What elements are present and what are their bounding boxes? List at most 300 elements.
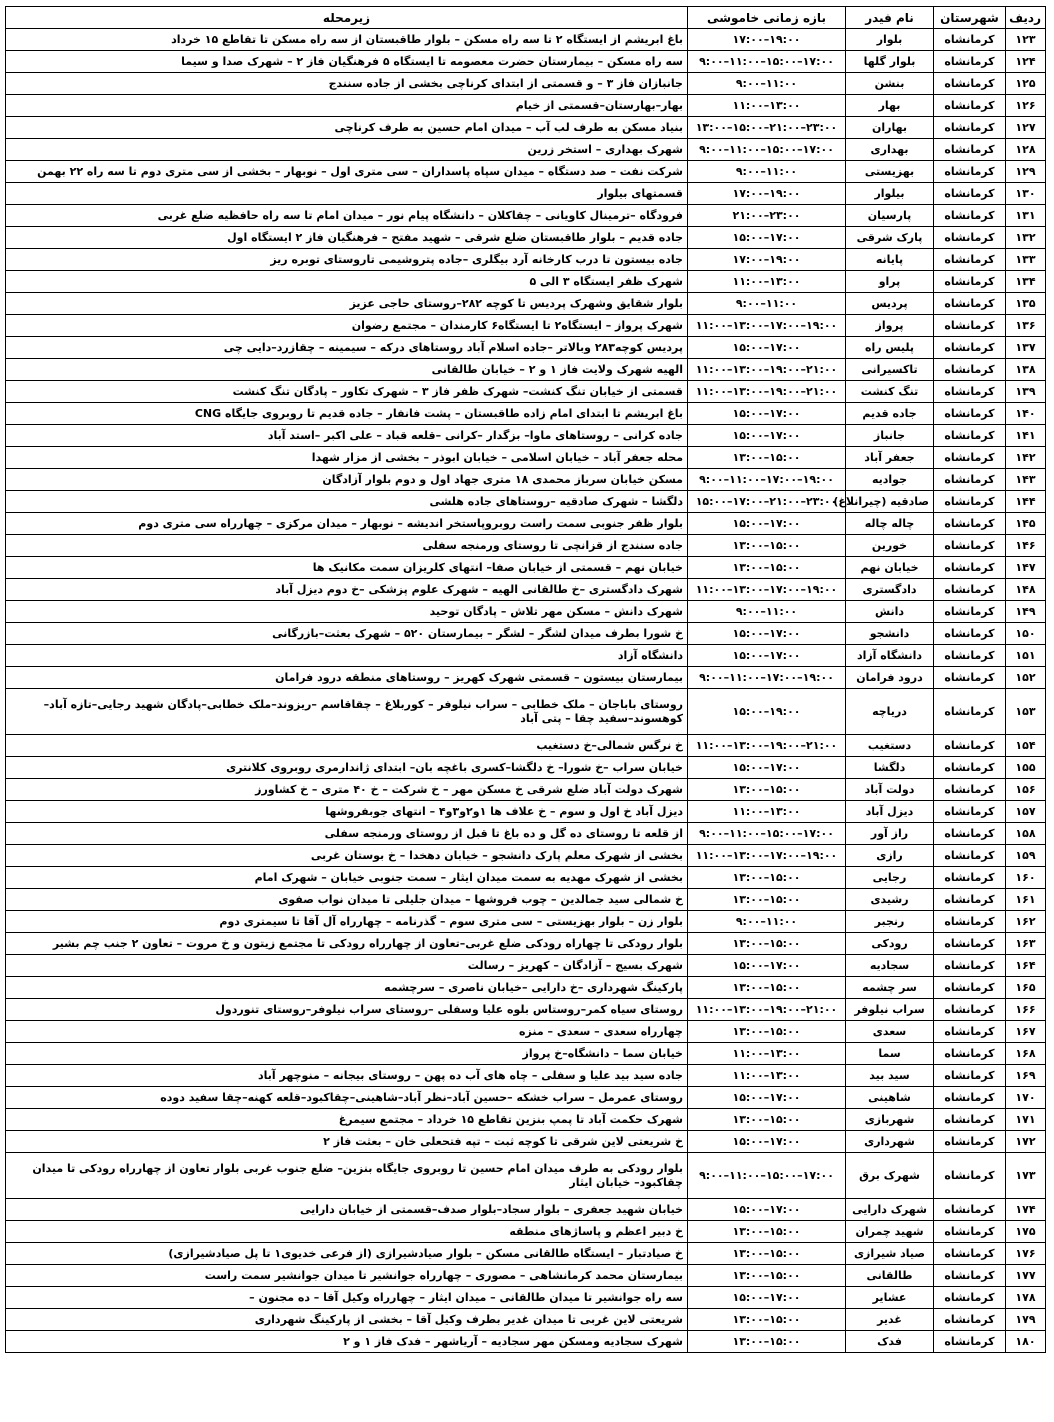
table-row <box>6 867 1046 889</box>
cell-area: خیابان شهید جعفری – بلوار سجاد–بلوار صدف–قسمتی از خیابان دارایی <box>6 1199 688 1221</box>
cell-city: کرمانشاه <box>934 977 1006 999</box>
cell-area: بیمارستان بیستون – قسمتی شهرک کهریز – روستاهای منطقه درود فرامان <box>6 667 688 689</box>
cell-area: خ شمالی سید جمالدین – چوب فروشها – میدان جلیلی تا میدان نواب صفوی <box>6 889 688 911</box>
cell-city: کرمانشاه <box>934 1309 1006 1331</box>
cell-area: بلوار زن – بلوار بهزیستی – سی متری سوم – گذرنامه – چهارراه آل آقا تا سیمتری دوم <box>6 911 688 933</box>
header-row-no: ردیف <box>1006 7 1046 29</box>
cell-area: خ نرگس شمالی–خ دستغیب <box>6 735 688 757</box>
cell-area: دانشگاه آزاد <box>6 645 688 667</box>
cell-time: ۱۱:۰۰–۹:۰۰ <box>688 73 846 95</box>
table-row <box>6 1243 1046 1265</box>
cell-city: کرمانشاه <box>934 447 1006 469</box>
cell-area: شهرک بهداری – استخر زرین <box>6 139 688 161</box>
cell-area: باغ ابریشم از ایستگاه ۲ تا سه راه مسکن – بلوار طاقبستان از سه راه مسکن تا تقاطع ۱۵ خرداد <box>6 29 688 51</box>
table-row <box>6 73 1046 95</box>
cell-area: بخشی از شهرک معلم پارک دانشجو – خیابان دهخدا – خ بوستان غربی <box>6 845 688 867</box>
cell-area: محله جعفر آباد – خیابان اسلامی – خیابان ابوذر – بخشی از مزار شهدا <box>6 447 688 469</box>
cell-feeder: چاله چاله <box>846 513 934 535</box>
cell-feeder: پایانه <box>846 249 934 271</box>
cell-time: ۱۷:۰۰–۱۵:۰۰ <box>688 1287 846 1309</box>
cell-feeder: جانباز <box>846 425 934 447</box>
cell-time: ۱۱:۰۰–۹:۰۰ <box>688 293 846 315</box>
cell-row-no: ۱۵۴ <box>1006 735 1046 757</box>
cell-row-no: ۱۶۷ <box>1006 1021 1046 1043</box>
table-row <box>6 359 1046 381</box>
cell-area: خ دبیر اعظم و پاسا‌ژهای منطقه <box>6 1221 688 1243</box>
header-area: زیرمحله <box>6 7 688 29</box>
header-feeder: نام فیدر <box>846 7 934 29</box>
cell-area: جاده کرانی – روستاهای ماوا– بزگدار –کرانی –قلعه قباد – علی اکبر –استد آباد <box>6 425 688 447</box>
cell-feeder: دستغیب <box>846 735 934 757</box>
table-row <box>6 293 1046 315</box>
cell-feeder: بلوار گلها <box>846 51 934 73</box>
cell-time: ۱۷:۰۰–۱۵:۰۰ <box>688 1131 846 1153</box>
cell-time: ۱۳:۰۰–۱۱:۰۰ <box>688 1043 846 1065</box>
cell-time: ۱۷:۰۰–۱۵:۰۰ <box>688 757 846 779</box>
cell-feeder: صیاد شیرازی <box>846 1243 934 1265</box>
cell-time: ۱۵:۰۰–۱۳:۰۰ <box>688 1221 846 1243</box>
cell-city: کرمانشاه <box>934 491 1006 513</box>
cell-area: جاده سید بید علیا و سفلی – چاه های آب ده پهن – روستای بیجانه – منوچهر آباد <box>6 1065 688 1087</box>
table-row <box>6 645 1046 667</box>
cell-city: کرمانشاه <box>934 667 1006 689</box>
cell-feeder: دانش <box>846 601 934 623</box>
table-row <box>6 161 1046 183</box>
cell-area: قسمتی از خیابان تنگ کنشت– شهرک ظفر فاز ۳ – شهرک تکاور – پادگان تنگ کنشت <box>6 381 688 403</box>
cell-city: کرمانشاه <box>934 95 1006 117</box>
cell-area: خ صیادتبار – ایستگاه طالقانی مسکن – بلوار صیادشیرازی (از فرعی خدیوی۱ تا پل صیادشیرازی) <box>6 1243 688 1265</box>
cell-feeder: شهرک برق <box>846 1153 934 1199</box>
cell-time: ۱۳:۰۰–۱۱:۰۰ <box>688 1065 846 1087</box>
cell-feeder: دیزل آباد <box>846 801 934 823</box>
cell-row-no: ۱۴۳ <box>1006 469 1046 491</box>
cell-row-no: ۱۶۹ <box>1006 1065 1046 1087</box>
cell-time: ۲۳:۰۰–۲۱:۰۰ <box>688 205 846 227</box>
cell-row-no: ۱۶۸ <box>1006 1043 1046 1065</box>
table-row <box>6 911 1046 933</box>
cell-time: ۱۷:۰۰–۱۵:۰۰ <box>688 403 846 425</box>
cell-city: کرمانشاه <box>934 757 1006 779</box>
cell-area: جاده قدیم – بلوار طاقبستان ضلع شرقی – شهید مفتح – فرهنگیان فاز ۲ ایستگاه اول <box>6 227 688 249</box>
table-row <box>6 1221 1046 1243</box>
cell-time: ۱۷:۰۰–۱۵:۰۰ <box>688 955 846 977</box>
cell-area: شهرک پرواز – ایستگاه۲ تا ایستگاه۶ کارمندان – مجتمع رضوان <box>6 315 688 337</box>
cell-time: ۱۵:۰۰–۱۳:۰۰ <box>688 447 846 469</box>
cell-feeder: رنجبر <box>846 911 934 933</box>
cell-row-no: ۱۳۳ <box>1006 249 1046 271</box>
outage-schedule <box>6 6 1046 1353</box>
cell-feeder: رودکی <box>846 933 934 955</box>
table-row <box>6 95 1046 117</box>
cell-row-no: ۱۴۰ <box>1006 403 1046 425</box>
table-row <box>6 667 1046 689</box>
cell-time: ۲۱:۰۰–۱۹:۰۰–۱۳:۰۰–۱۱:۰۰ <box>688 999 846 1021</box>
cell-feeder: دلگشا <box>846 757 934 779</box>
cell-row-no: ۱۷۴ <box>1006 1199 1046 1221</box>
cell-row-no: ۱۷۸ <box>1006 1287 1046 1309</box>
cell-row-no: ۱۶۴ <box>1006 955 1046 977</box>
cell-area: قسمتهای بیلوار <box>6 183 688 205</box>
cell-feeder: جاده قدیم <box>846 403 934 425</box>
cell-row-no: ۱۴۸ <box>1006 579 1046 601</box>
cell-feeder: بیلوار <box>846 183 934 205</box>
cell-area: از قلعه تا روستای ده گل و ده باغ تا قبل از روستای ورمنجه سفلی <box>6 823 688 845</box>
cell-row-no: ۱۶۲ <box>1006 911 1046 933</box>
cell-time: ۱۷:۰۰–۱۵:۰۰ <box>688 1087 846 1109</box>
cell-area: خیابان سراب –خ شورا– خ دلگشا–کسری باغچه بان– ابتدای ژاندارمری روبروی کلانتری <box>6 757 688 779</box>
cell-feeder: دانشجو <box>846 623 934 645</box>
cell-row-no: ۱۴۶ <box>1006 535 1046 557</box>
cell-feeder: سعدی <box>846 1021 934 1043</box>
cell-time: ۱۳:۰۰–۱۱:۰۰ <box>688 95 846 117</box>
cell-city: کرمانشاه <box>934 117 1006 139</box>
cell-row-no: ۱۵۵ <box>1006 757 1046 779</box>
table-row <box>6 1331 1046 1353</box>
cell-city: کرمانشاه <box>934 469 1006 491</box>
cell-city: کرمانشاه <box>934 557 1006 579</box>
table-row <box>6 403 1046 425</box>
cell-time: ۱۵:۰۰–۱۳:۰۰ <box>688 933 846 955</box>
cell-feeder: جوادیه <box>846 469 934 491</box>
cell-row-no: ۱۷۹ <box>1006 1309 1046 1331</box>
cell-row-no: ۱۵۳ <box>1006 689 1046 735</box>
table-row <box>6 757 1046 779</box>
cell-city: کرمانشاه <box>934 535 1006 557</box>
table-row <box>6 1109 1046 1131</box>
table-row <box>6 623 1046 645</box>
cell-feeder: رشیدی <box>846 889 934 911</box>
cell-city: کرمانشاه <box>934 801 1006 823</box>
cell-row-no: ۱۸۰ <box>1006 1331 1046 1353</box>
cell-feeder: رجایی <box>846 867 934 889</box>
cell-feeder: شهربازی <box>846 1109 934 1131</box>
cell-row-no: ۱۴۹ <box>1006 601 1046 623</box>
table-row <box>6 227 1046 249</box>
cell-time: ۱۷:۰۰–۱۵:۰۰–۱۱:۰۰–۹:۰۰ <box>688 51 846 73</box>
cell-feeder: دادگستری <box>846 579 934 601</box>
cell-city: کرمانشاه <box>934 999 1006 1021</box>
cell-feeder: شهرداری <box>846 1131 934 1153</box>
cell-row-no: ۱۶۵ <box>1006 977 1046 999</box>
cell-city: کرمانشاه <box>934 579 1006 601</box>
cell-time: ۱۵:۰۰–۱۳:۰۰ <box>688 889 846 911</box>
cell-row-no: ۱۷۶ <box>1006 1243 1046 1265</box>
cell-city: کرمانشاه <box>934 293 1006 315</box>
cell-city: کرمانشاه <box>934 933 1006 955</box>
cell-row-no: ۱۳۴ <box>1006 271 1046 293</box>
cell-city: کرمانشاه <box>934 911 1006 933</box>
cell-time: ۱۹:۰۰–۱۷:۰۰–۱۱:۰۰–۹:۰۰ <box>688 667 846 689</box>
cell-row-no: ۱۳۹ <box>1006 381 1046 403</box>
cell-time: ۱۹:۰۰–۱۵:۰۰ <box>688 689 846 735</box>
cell-feeder: جعفر آباد <box>846 447 934 469</box>
table-row <box>6 249 1046 271</box>
table-row <box>6 779 1046 801</box>
cell-city: کرمانشاه <box>934 205 1006 227</box>
cell-feeder: رازی <box>846 845 934 867</box>
cell-row-no: ۱۴۲ <box>1006 447 1046 469</box>
cell-row-no: ۱۵۸ <box>1006 823 1046 845</box>
cell-city: کرمانشاه <box>934 689 1006 735</box>
cell-city: کرمانشاه <box>934 601 1006 623</box>
cell-time: ۱۵:۰۰–۱۳:۰۰ <box>688 977 846 999</box>
cell-area: خیابان نهم – قسمتی از خیابان صفا– انتهای کلریزان سمت مکانیک ها <box>6 557 688 579</box>
cell-area: باغ ابریشم تا ابتدای امام زاده طاقبستان – پشت فانفار – جاده قدیم تا روبروی جایگاه CNG <box>6 403 688 425</box>
cell-time: ۱۵:۰۰–۱۳:۰۰ <box>688 779 846 801</box>
cell-city: کرمانشاه <box>934 1131 1006 1153</box>
table-row <box>6 1065 1046 1087</box>
cell-area: خ شورا بطرف میدان لشگر – لشگر – بیمارستان ۵۲۰ – شهرک بعثت–بازرگانی <box>6 623 688 645</box>
cell-city: کرمانشاه <box>934 623 1006 645</box>
cell-area: فرودگاه –ترمینال کاویانی – چقاکلان – دانشگاه پیام نور – میدان امام تا سه راه حافظیه ضلع غربی <box>6 205 688 227</box>
cell-row-no: ۱۶۶ <box>1006 999 1046 1021</box>
cell-feeder: پلیس راه <box>846 337 934 359</box>
cell-city: کرمانشاه <box>934 139 1006 161</box>
cell-row-no: ۱۷۵ <box>1006 1221 1046 1243</box>
cell-city: کرمانشاه <box>934 183 1006 205</box>
cell-area: الهیه شهرک ولایت فاز ۱ و ۲ – خیابان طالقانی <box>6 359 688 381</box>
cell-row-no: ۱۶۳ <box>1006 933 1046 955</box>
cell-time: ۱۳:۰۰–۱۱:۰۰ <box>688 801 846 823</box>
cell-area: جاده بیستون تا درب کارخانه آرد بیگلری –جاده پتروشیمی تاروستای توبره ریز <box>6 249 688 271</box>
cell-row-no: ۱۴۴ <box>1006 491 1046 513</box>
table-row <box>6 337 1046 359</box>
table-row <box>6 977 1046 999</box>
cell-feeder: تاکسیرانی <box>846 359 934 381</box>
cell-time: ۱۹:۰۰–۱۷:۰۰–۱۱:۰۰–۹:۰۰ <box>688 469 846 491</box>
cell-area: دیزل آباد خ اول و سوم – خ علاف ها ۱و۲و۳و۴ – انتهای جوبفروشها <box>6 801 688 823</box>
cell-row-no: ۱۵۶ <box>1006 779 1046 801</box>
cell-time: ۱۱:۰۰–۹:۰۰ <box>688 601 846 623</box>
cell-area: شهرک بسیج – آزادگان – کهریز – رسالت <box>6 955 688 977</box>
cell-city: کرمانشاه <box>934 73 1006 95</box>
cell-feeder: درود فرامان <box>846 667 934 689</box>
cell-time: ۱۵:۰۰–۱۳:۰۰ <box>688 535 846 557</box>
cell-time: ۱۷:۰۰–۱۵:۰۰ <box>688 513 846 535</box>
cell-feeder: بنشن <box>846 73 934 95</box>
cell-time: ۱۱:۰۰–۹:۰۰ <box>688 161 846 183</box>
table-row <box>6 1153 1046 1199</box>
cell-row-no: ۱۲۵ <box>1006 73 1046 95</box>
cell-feeder: پارسیان <box>846 205 934 227</box>
cell-city: کرمانشاه <box>934 227 1006 249</box>
table-header-row <box>6 7 1046 29</box>
cell-city: کرمانشاه <box>934 381 1006 403</box>
table-row <box>6 1131 1046 1153</box>
cell-city: کرمانشاه <box>934 1331 1006 1353</box>
table-row <box>6 535 1046 557</box>
table-row <box>6 315 1046 337</box>
cell-area: دلگشا – شهرک صادقیه –روستاهای جاده هلشی <box>6 491 688 513</box>
cell-feeder: سید بید <box>846 1065 934 1087</box>
cell-area: بهار–بهارستان–قسمتی از خیام <box>6 95 688 117</box>
table-row <box>6 601 1046 623</box>
cell-row-no: ۱۵۲ <box>1006 667 1046 689</box>
cell-feeder: پارک شرقی <box>846 227 934 249</box>
cell-area: شهرک دانش – مسکن مهر تلاش – پادگان توحید <box>6 601 688 623</box>
table-row <box>6 381 1046 403</box>
cell-area: مسکن خیابان سرباز محمدی ۱۸ متری جهاد اول و دوم بلوار آزادگان <box>6 469 688 491</box>
cell-area: خ شریعتی لاین شرقی تا کوچه ثبت – تپه فتحعلی خان – بعثت فاز ۲ <box>6 1131 688 1153</box>
cell-feeder: دولت آباد <box>846 779 934 801</box>
cell-row-no: ۱۳۵ <box>1006 293 1046 315</box>
cell-feeder: شاهینی <box>846 1087 934 1109</box>
cell-city: کرمانشاه <box>934 955 1006 977</box>
table-row <box>6 845 1046 867</box>
cell-row-no: ۱۴۱ <box>1006 425 1046 447</box>
cell-city: کرمانشاه <box>934 161 1006 183</box>
cell-city: کرمانشاه <box>934 425 1006 447</box>
table-row <box>6 1265 1046 1287</box>
cell-feeder: پردیس <box>846 293 934 315</box>
table-row <box>6 689 1046 735</box>
cell-area: سه راه مسکن – بیمارستان حضرت معصومه تا ایستگاه ۵ فرهنگیان فاز ۲ – شهرک صدا و سیما <box>6 51 688 73</box>
header-time: بازه زمانی خاموشی <box>688 7 846 29</box>
cell-city: کرمانشاه <box>934 1199 1006 1221</box>
cell-city: کرمانشاه <box>934 29 1006 51</box>
cell-area: شهرک سجادیه ومسکن مهر سجادیه – آریاشهر – فدک فاز ۱ و ۲ <box>6 1331 688 1353</box>
cell-city: کرمانشاه <box>934 735 1006 757</box>
table-row <box>6 1043 1046 1065</box>
cell-city: کرمانشاه <box>934 645 1006 667</box>
cell-area: شهرک حکمت آباد تا پمپ بنزین تقاطع ۱۵ خرداد – مجتمع سیمرغ <box>6 1109 688 1131</box>
table-row <box>6 425 1046 447</box>
cell-feeder: تنگ کنشت <box>846 381 934 403</box>
table-row <box>6 513 1046 535</box>
cell-time: ۱۹:۰۰–۱۷:۰۰ <box>688 249 846 271</box>
cell-area: بیمارستان محمد کرمانشاهی – مصوری – چهارراه جوانشیر تا میدان جوانشیر سمت راست <box>6 1265 688 1287</box>
cell-feeder: بهار <box>846 95 934 117</box>
cell-area: شریعتی لاین غربی تا میدان غدیر بطرف وکیل آقا – بخشی از پارکینگ شهرداری <box>6 1309 688 1331</box>
cell-time: ۲۱:۰۰–۱۹:۰۰–۱۳:۰۰–۱۱:۰۰ <box>688 359 846 381</box>
cell-city: کرمانشاه <box>934 513 1006 535</box>
cell-city: کرمانشاه <box>934 1065 1006 1087</box>
cell-area: شرکت نفت – صد دستگاه – میدان سپاه پاسداران – سی متری اول – نوبهار – بخشی از سی متری دوم تا سه راه ۲۲ بهمن <box>6 161 688 183</box>
cell-feeder: سما <box>846 1043 934 1065</box>
cell-time: ۱۵:۰۰–۱۳:۰۰ <box>688 1331 846 1353</box>
cell-row-no: ۱۵۱ <box>1006 645 1046 667</box>
cell-city: کرمانشاه <box>934 845 1006 867</box>
cell-city: کرمانشاه <box>934 1287 1006 1309</box>
cell-feeder: طالقانی <box>846 1265 934 1287</box>
cell-feeder: خورین <box>846 535 934 557</box>
table-row <box>6 271 1046 293</box>
cell-city: کرمانشاه <box>934 1243 1006 1265</box>
cell-feeder: سراب نیلوفر <box>846 999 934 1021</box>
table-row <box>6 1021 1046 1043</box>
cell-row-no: ۱۲۶ <box>1006 95 1046 117</box>
cell-time: ۲۱:۰۰–۱۹:۰۰–۱۳:۰۰–۱۱:۰۰ <box>688 735 846 757</box>
cell-time: ۱۹:۰۰–۱۷:۰۰ <box>688 183 846 205</box>
cell-time: ۱۷:۰۰–۱۵:۰۰ <box>688 623 846 645</box>
cell-feeder: غدیر <box>846 1309 934 1331</box>
cell-feeder: سر چشمه <box>846 977 934 999</box>
table-row <box>6 579 1046 601</box>
cell-feeder: صادقیه (چیرانلاغ) <box>846 491 934 513</box>
table-row <box>6 205 1046 227</box>
table-row <box>6 1087 1046 1109</box>
cell-city: کرمانشاه <box>934 249 1006 271</box>
cell-time: ۱۷:۰۰–۱۵:۰۰ <box>688 645 846 667</box>
cell-city: کرمانشاه <box>934 1087 1006 1109</box>
cell-time: ۱۵:۰۰–۱۳:۰۰ <box>688 867 846 889</box>
cell-area: جاده سنندج از قزانچی تا روستای ورمنجه سفلی <box>6 535 688 557</box>
table-row <box>6 557 1046 579</box>
cell-city: کرمانشاه <box>934 1153 1006 1199</box>
table-body <box>6 29 1046 1353</box>
table-row <box>6 1309 1046 1331</box>
cell-city: کرمانشاه <box>934 1043 1006 1065</box>
cell-city: کرمانشاه <box>934 1221 1006 1243</box>
table-row <box>6 735 1046 757</box>
cell-city: کرمانشاه <box>934 1021 1006 1043</box>
cell-area: روستای باباجان – ملک خطابی – سراب نیلوفر – کوربلاغ – چقاقاسم –ریزوند–ملک خطابی–پادگان شهید رجایی–تازه آباد–کوهسوند–سفید چقا – پتی آباد <box>6 689 688 735</box>
cell-time: ۲۳:۰۰–۲۱:۰۰–۱۷:۰۰–۱۵:۰۰ <box>688 491 846 513</box>
cell-time: ۱۷:۰۰–۱۵:۰۰ <box>688 425 846 447</box>
cell-row-no: ۱۵۷ <box>1006 801 1046 823</box>
cell-area: بلوار ظفر جنوبی سمت راست روبروپاستخر اندیشه – نوبهار – میدان مرکزی – چهارراه سی متری دوم <box>6 513 688 535</box>
cell-city: کرمانشاه <box>934 337 1006 359</box>
table-row <box>6 29 1046 51</box>
cell-time: ۱۹:۰۰–۱۷:۰۰ <box>688 29 846 51</box>
cell-feeder: راز آور <box>846 823 934 845</box>
cell-city: کرمانشاه <box>934 403 1006 425</box>
cell-row-no: ۱۲۷ <box>1006 117 1046 139</box>
cell-row-no: ۱۲۹ <box>1006 161 1046 183</box>
cell-time: ۱۹:۰۰–۱۷:۰۰–۱۳:۰۰–۱۱:۰۰ <box>688 845 846 867</box>
cell-city: کرمانشاه <box>934 359 1006 381</box>
cell-row-no: ۱۷۳ <box>1006 1153 1046 1199</box>
header-city: شهرستان <box>934 7 1006 29</box>
cell-area: بنیاد مسکن به طرف لب آب – میدان امام حسین به طرف کرناچی <box>6 117 688 139</box>
cell-city: کرمانشاه <box>934 867 1006 889</box>
cell-feeder: پراو <box>846 271 934 293</box>
table-row <box>6 469 1046 491</box>
cell-time: ۲۳:۰۰–۲۱:۰۰–۱۵:۰۰–۱۳:۰۰ <box>688 117 846 139</box>
cell-area: بلوار شقایق وشهرک پردیس تا کوچه ۲۸۲–روستای حاجی عزیز <box>6 293 688 315</box>
table-row <box>6 51 1046 73</box>
cell-row-no: ۱۷۱ <box>1006 1109 1046 1131</box>
cell-row-no: ۱۵۰ <box>1006 623 1046 645</box>
cell-time: ۱۷:۰۰–۱۵:۰۰ <box>688 337 846 359</box>
cell-time: ۱۷:۰۰–۱۵:۰۰–۱۱:۰۰–۹:۰۰ <box>688 139 846 161</box>
cell-time: ۱۹:۰۰–۱۷:۰۰–۱۳:۰۰–۱۱:۰۰ <box>688 315 846 337</box>
cell-area: روستای سیاه کمر–روستاس بلوه علیا وسفلی –روستای سراب نیلوفر–روستای تنوردول <box>6 999 688 1021</box>
table-row <box>6 933 1046 955</box>
cell-area: شهرک دولت آباد ضلع شرقی خ مسکن مهر – خ شرکت – خ ۴۰ متری – خ کشاورز <box>6 779 688 801</box>
cell-city: کرمانشاه <box>934 779 1006 801</box>
cell-row-no: ۱۳۲ <box>1006 227 1046 249</box>
cell-time: ۱۷:۰۰–۱۵:۰۰–۱۱:۰۰–۹:۰۰ <box>688 1153 846 1199</box>
table-row <box>6 823 1046 845</box>
cell-area: پردیس کوچه۲۸۳ وبالاتر –جاده اسلام آباد روستاهای درکه – سیمینه – چقازرد–دایی چی <box>6 337 688 359</box>
cell-row-no: ۱۷۰ <box>1006 1087 1046 1109</box>
table-row <box>6 955 1046 977</box>
cell-time: ۱۵:۰۰–۱۳:۰۰ <box>688 1265 846 1287</box>
cell-row-no: ۱۷۷ <box>1006 1265 1046 1287</box>
cell-feeder: بهداری <box>846 139 934 161</box>
table-row <box>6 889 1046 911</box>
table-row <box>6 491 1046 513</box>
cell-city: کرمانشاه <box>934 1109 1006 1131</box>
cell-area: شهرک دادگستری –خ طالقانی الهیه – شهرک علوم پزشکی –خ دوم دیزل آباد <box>6 579 688 601</box>
cell-time: ۱۷:۰۰–۱۵:۰۰–۱۱:۰۰–۹:۰۰ <box>688 823 846 845</box>
cell-row-no: ۱۳۱ <box>1006 205 1046 227</box>
cell-area: سه راه جوانشیر تا میدان طالقانی – میدان ایثار – چهارراه وکیل آقا – ده مجنون – <box>6 1287 688 1309</box>
cell-time: ۱۹:۰۰–۱۷:۰۰–۱۳:۰۰–۱۱:۰۰ <box>688 579 846 601</box>
cell-time: ۱۱:۰۰–۹:۰۰ <box>688 911 846 933</box>
table-row <box>6 139 1046 161</box>
